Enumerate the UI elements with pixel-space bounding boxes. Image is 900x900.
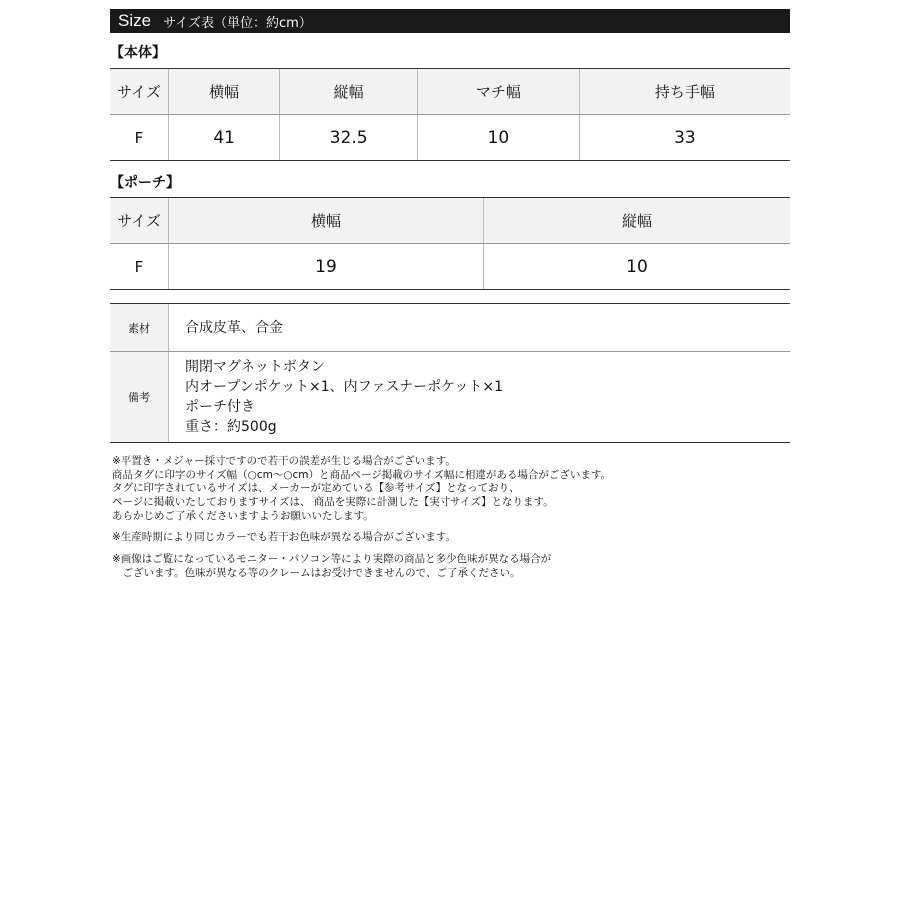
header-cell: 横幅 — [169, 69, 280, 115]
monitor-color-note: ※画像はご覧になっているモニター・パソコン等により実際の商品と多少色味が異なる場合が ございます。色味が異なる等のクレームはお受けできませんので、ご了承ください。 — [112, 553, 552, 579]
material-row — [110, 304, 790, 352]
table-header-row — [110, 198, 790, 244]
body-section-label: 【本体】 — [110, 45, 166, 61]
size-chart-title: サイズ表（単位：約cm） — [163, 15, 312, 31]
remarks-label: 備考 — [110, 352, 169, 443]
remarks-value — [169, 352, 791, 443]
color-variation-note: ※生産時期により同じカラーでも若干お色味が異なる場合がございます。 — [112, 531, 456, 543]
material-label: 素材 — [110, 304, 169, 352]
value-cell: 10 — [417, 115, 579, 161]
header-cell: 持ち手幅 — [579, 69, 790, 115]
value-cell: 19 — [169, 244, 484, 290]
value-cell: 41 — [169, 115, 280, 161]
pouch-section-label: 【ポーチ】 — [110, 175, 180, 191]
remark-line: 重さ：約500g — [185, 419, 277, 435]
table-row — [110, 244, 790, 290]
details-table — [110, 303, 790, 443]
value-cell: 33 — [579, 115, 790, 161]
size-chart-header — [110, 9, 790, 33]
header-cell: マチ幅 — [417, 69, 579, 115]
size-cell: F — [110, 244, 169, 290]
remark-line: ポーチ付き — [185, 399, 255, 415]
header-cell: 縦幅 — [280, 69, 418, 115]
pouch-size-table — [110, 197, 790, 290]
header-cell: 横幅 — [169, 198, 484, 244]
table-row — [110, 115, 790, 161]
size-label: Size — [118, 11, 152, 30]
remark-line: 内オープンポケット×1、内ファスナーポケット×1 — [185, 379, 504, 395]
material-value: 合成皮革、合金 — [169, 304, 791, 352]
table-header-row — [110, 69, 790, 115]
remarks-row — [110, 352, 790, 443]
header-cell: 縦幅 — [484, 198, 791, 244]
header-cell: サイズ — [110, 198, 169, 244]
measurement-note: ※平置き・メジャー採寸ですので若干の誤差が生じる場合がございます。 商品タグに印字のサイズ幅（○cm～○cm）と商品ページ掲載のサイズ幅に相違がある場合がございます。 タグに印字されているサイズは、メーカーが定めている【参考サイズ】となっており、 ページに掲載いたしておりますサイズは、 商品を実際に計測した【実寸サイズ】となります。 あらかじめご了承くださいますようお願いいたします。 — [112, 455, 612, 522]
body-size-table — [110, 68, 790, 161]
size-cell: F — [110, 115, 169, 161]
value-cell: 10 — [484, 244, 791, 290]
value-cell: 32.5 — [280, 115, 418, 161]
remark-line: 開閉マグネットボタン — [185, 359, 325, 375]
header-cell: サイズ — [110, 69, 169, 115]
